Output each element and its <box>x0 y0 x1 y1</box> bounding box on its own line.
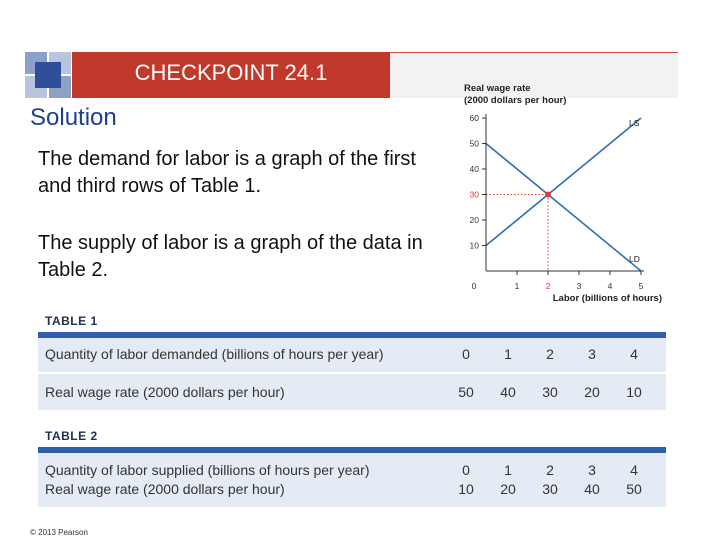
x-tick-label: 4 <box>607 281 613 291</box>
table2-cell: 50 <box>626 481 642 497</box>
table2-cell: 30 <box>542 481 558 497</box>
series-line-ld <box>486 144 641 272</box>
page-title: CHECKPOINT 24.1 <box>134 60 328 85</box>
table1-cell: 4 <box>630 346 638 362</box>
table2-cell: 10 <box>458 481 474 497</box>
y-tick-label: 30 <box>469 189 479 200</box>
table2-row-label: Quantity of labor supplied (billions of hours per year) <box>45 462 370 478</box>
paragraph-demand: The demand for labor is a graph of the first and third rows of Table 1. <box>38 148 416 197</box>
table1-row-label: Real wage rate (2000 dollars per hour) <box>45 384 285 400</box>
y-tick-label: 60 <box>469 113 479 123</box>
equilibrium-point <box>545 192 551 198</box>
paragraph-supply: The supply of labor is a graph of the data in Table 2. <box>38 232 423 281</box>
table2-cell: 20 <box>500 481 516 497</box>
table1-cell: 3 <box>588 346 596 362</box>
logo-squares <box>25 52 71 98</box>
copyright-footer: © 2013 Pearson <box>30 528 88 537</box>
y-axis-label-line2: (2000 dollars per hour) <box>464 95 567 106</box>
table2-cell: 2 <box>546 462 554 478</box>
x-tick-label: 0 <box>471 281 477 291</box>
table1-row-label: Quantity of labor demanded (billions of hours per year) <box>45 346 384 362</box>
table1-cell: 40 <box>500 384 516 400</box>
table2-title: TABLE 2 <box>45 429 98 443</box>
x-tick-label: 1 <box>514 281 520 291</box>
x-axis-label: Labor (billions of hours) <box>552 293 662 304</box>
table1-cell: 2 <box>546 346 554 362</box>
table2-cell: 0 <box>462 462 470 478</box>
y-tick-label: 10 <box>469 240 479 251</box>
solution-heading: Solution <box>30 104 117 131</box>
table1-cell: 20 <box>584 384 600 400</box>
table1-cell: 10 <box>626 384 642 400</box>
table2-cell: 4 <box>630 462 638 478</box>
series-label-ls: LS <box>629 118 640 128</box>
table1-cell: 0 <box>462 346 470 362</box>
table1-cell: 1 <box>504 346 512 362</box>
table2-row-label: Real wage rate (2000 dollars per hour) <box>45 481 285 497</box>
x-tick-label: 5 <box>638 281 644 291</box>
table2-cell: 3 <box>588 462 596 478</box>
y-axis-label-line1: Real wage rate <box>464 83 531 94</box>
table2-cell: 1 <box>504 462 512 478</box>
table1-cell: 30 <box>542 384 558 400</box>
series-label-ld: LD <box>629 254 640 264</box>
series-line-ls <box>486 118 641 246</box>
x-tick-label: 3 <box>576 281 582 291</box>
x-tick-label: 2 <box>545 281 551 291</box>
table1-cell: 50 <box>458 384 474 400</box>
y-tick-label: 50 <box>469 138 479 149</box>
y-tick-label: 20 <box>469 215 479 225</box>
table2-cell: 40 <box>584 481 600 497</box>
y-tick-label: 40 <box>469 164 479 174</box>
table1-title: TABLE 1 <box>45 314 98 328</box>
labor-market-chart <box>450 78 670 310</box>
